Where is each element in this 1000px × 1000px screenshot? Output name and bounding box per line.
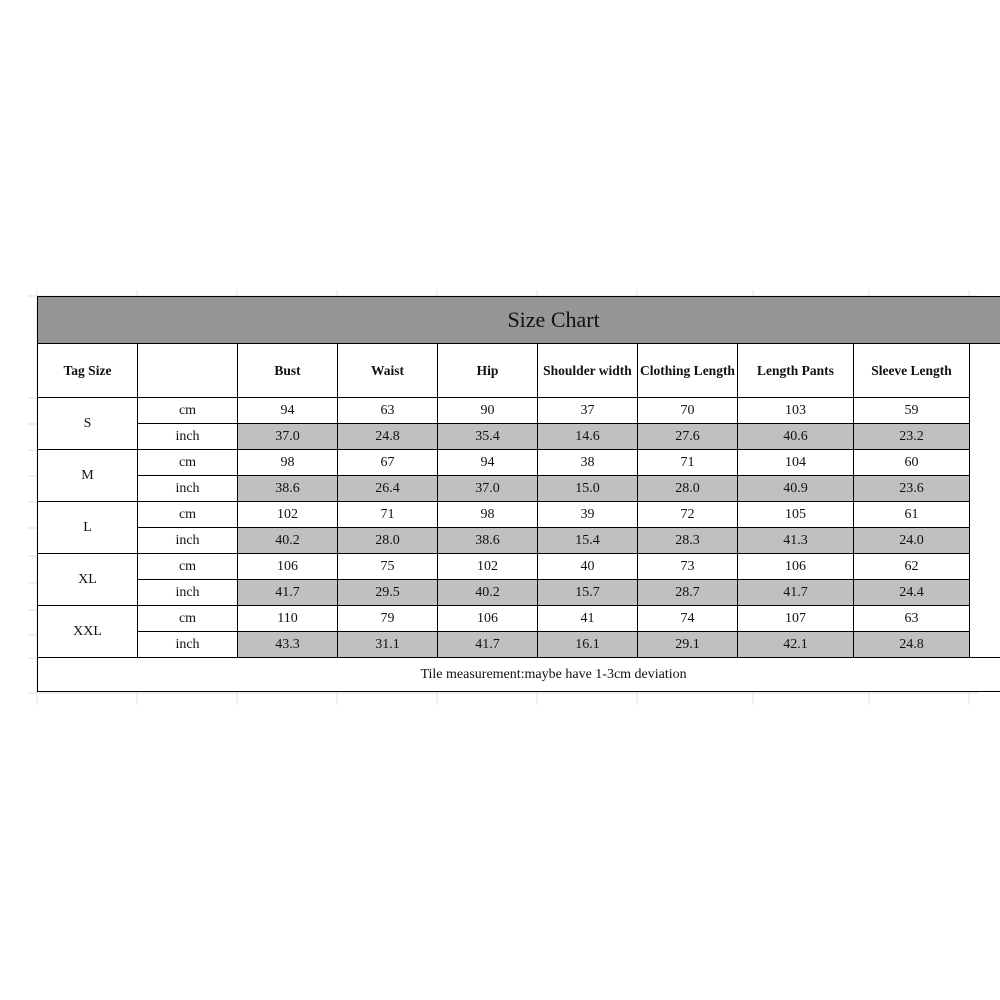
- table-row: [38, 398, 1000, 424]
- table-cell: 104: [738, 450, 854, 476]
- table-cell: 102: [238, 502, 338, 528]
- table-cell: 24.8: [854, 632, 970, 658]
- table-cell: 41.7: [738, 580, 854, 606]
- table-cell: 23.2: [854, 424, 970, 450]
- table-row: [38, 476, 1000, 502]
- table-cell: 40.6: [738, 424, 854, 450]
- footer-row: [38, 658, 1000, 692]
- table-cell: 75: [338, 554, 438, 580]
- table-cell: 42.1: [738, 632, 854, 658]
- table-cell: 41.7: [238, 580, 338, 606]
- table-cell: 26.4: [338, 476, 438, 502]
- unit-label-inch: inch: [138, 528, 238, 554]
- title-row: [38, 297, 1000, 344]
- unit-label-cm: cm: [138, 554, 238, 580]
- table-cell: 40.2: [238, 528, 338, 554]
- table-cell: 28.0: [638, 476, 738, 502]
- table-cell: 24.8: [338, 424, 438, 450]
- unit-label-inch: inch: [138, 424, 238, 450]
- table-cell: 35.4: [438, 424, 538, 450]
- table-cell: 39: [538, 502, 638, 528]
- table-cell: 74: [638, 606, 738, 632]
- column-header-hip: Hip: [438, 344, 538, 398]
- size-label: L: [38, 502, 138, 554]
- size-label: XXL: [38, 606, 138, 658]
- table-cell: 70: [638, 398, 738, 424]
- column-header-sleeve-length: Sleeve Length: [854, 344, 970, 398]
- table-cell: 43.3: [238, 632, 338, 658]
- table-row: [38, 632, 1000, 658]
- table-cell: 41.7: [438, 632, 538, 658]
- table-cell: 107: [738, 606, 854, 632]
- table-row: [38, 502, 1000, 528]
- table-row: [38, 450, 1000, 476]
- column-header-bust: Bust: [238, 344, 338, 398]
- column-header-waist: Waist: [338, 344, 438, 398]
- table-cell: 72: [638, 502, 738, 528]
- table-cell: 71: [638, 450, 738, 476]
- table-cell: 102: [438, 554, 538, 580]
- size-label: XL: [38, 554, 138, 606]
- table-cell: 40.2: [438, 580, 538, 606]
- unit-label-cm: cm: [138, 606, 238, 632]
- table-cell: 98: [438, 502, 538, 528]
- table-row: [38, 580, 1000, 606]
- table-cell: 29.1: [638, 632, 738, 658]
- table-cell: 38.6: [238, 476, 338, 502]
- table-cell: 15.4: [538, 528, 638, 554]
- table-cell: 90: [438, 398, 538, 424]
- size-chart-table: [37, 296, 1000, 692]
- table-cell: 79: [338, 606, 438, 632]
- table-cell: 94: [438, 450, 538, 476]
- table-cell: 106: [738, 554, 854, 580]
- table-cell: 28.0: [338, 528, 438, 554]
- unit-header: [138, 344, 238, 398]
- chart-title: Size Chart: [38, 297, 1000, 344]
- header-row: [38, 344, 1000, 398]
- table-cell: 23.6: [854, 476, 970, 502]
- table-cell: 94: [238, 398, 338, 424]
- table-cell: 29.5: [338, 580, 438, 606]
- size-label: M: [38, 450, 138, 502]
- unit-label-cm: cm: [138, 450, 238, 476]
- table-cell: 38.6: [438, 528, 538, 554]
- table-cell: 31.1: [338, 632, 438, 658]
- table-cell: 63: [854, 606, 970, 632]
- table-cell: 63: [338, 398, 438, 424]
- table-row: [38, 528, 1000, 554]
- table-cell: 41.3: [738, 528, 854, 554]
- table-cell: 41: [538, 606, 638, 632]
- column-header-clothing-length: Clothing Length: [638, 344, 738, 398]
- unit-label-cm: cm: [138, 398, 238, 424]
- table-cell: 106: [238, 554, 338, 580]
- table-cell: 106: [438, 606, 538, 632]
- table-row: [38, 606, 1000, 632]
- unit-label-inch: inch: [138, 580, 238, 606]
- column-header-shoulder-width: Shoulder width: [538, 344, 638, 398]
- table-cell: 37: [538, 398, 638, 424]
- table-cell: 15.0: [538, 476, 638, 502]
- table-cell: 71: [338, 502, 438, 528]
- table-cell: 67: [338, 450, 438, 476]
- table-cell: 40.9: [738, 476, 854, 502]
- table-cell: 59: [854, 398, 970, 424]
- column-header-length-pants: Length Pants: [738, 344, 854, 398]
- table-cell: 105: [738, 502, 854, 528]
- table-row: [38, 424, 1000, 450]
- table-cell: 38: [538, 450, 638, 476]
- table-cell: 61: [854, 502, 970, 528]
- table-cell: 73: [638, 554, 738, 580]
- table-cell: 40: [538, 554, 638, 580]
- table-cell: 60: [854, 450, 970, 476]
- table-cell: 37.0: [438, 476, 538, 502]
- table-cell: 28.7: [638, 580, 738, 606]
- table-row: [38, 554, 1000, 580]
- table-cell: 15.7: [538, 580, 638, 606]
- table-cell: 62: [854, 554, 970, 580]
- footer-note: Tile measurement:maybe have 1-3cm deviation: [38, 658, 1000, 692]
- tag-size-header: Tag Size: [38, 344, 138, 398]
- table-cell: 98: [238, 450, 338, 476]
- table-cell: 103: [738, 398, 854, 424]
- table-cell: 24.4: [854, 580, 970, 606]
- unit-label-inch: inch: [138, 632, 238, 658]
- unit-label-inch: inch: [138, 476, 238, 502]
- table-cell: 27.6: [638, 424, 738, 450]
- size-label: S: [38, 398, 138, 450]
- unit-label-cm: cm: [138, 502, 238, 528]
- table-cell: 37.0: [238, 424, 338, 450]
- table-cell: 24.0: [854, 528, 970, 554]
- table-cell: 16.1: [538, 632, 638, 658]
- table-cell: 28.3: [638, 528, 738, 554]
- table-cell: 14.6: [538, 424, 638, 450]
- table-cell: 110: [238, 606, 338, 632]
